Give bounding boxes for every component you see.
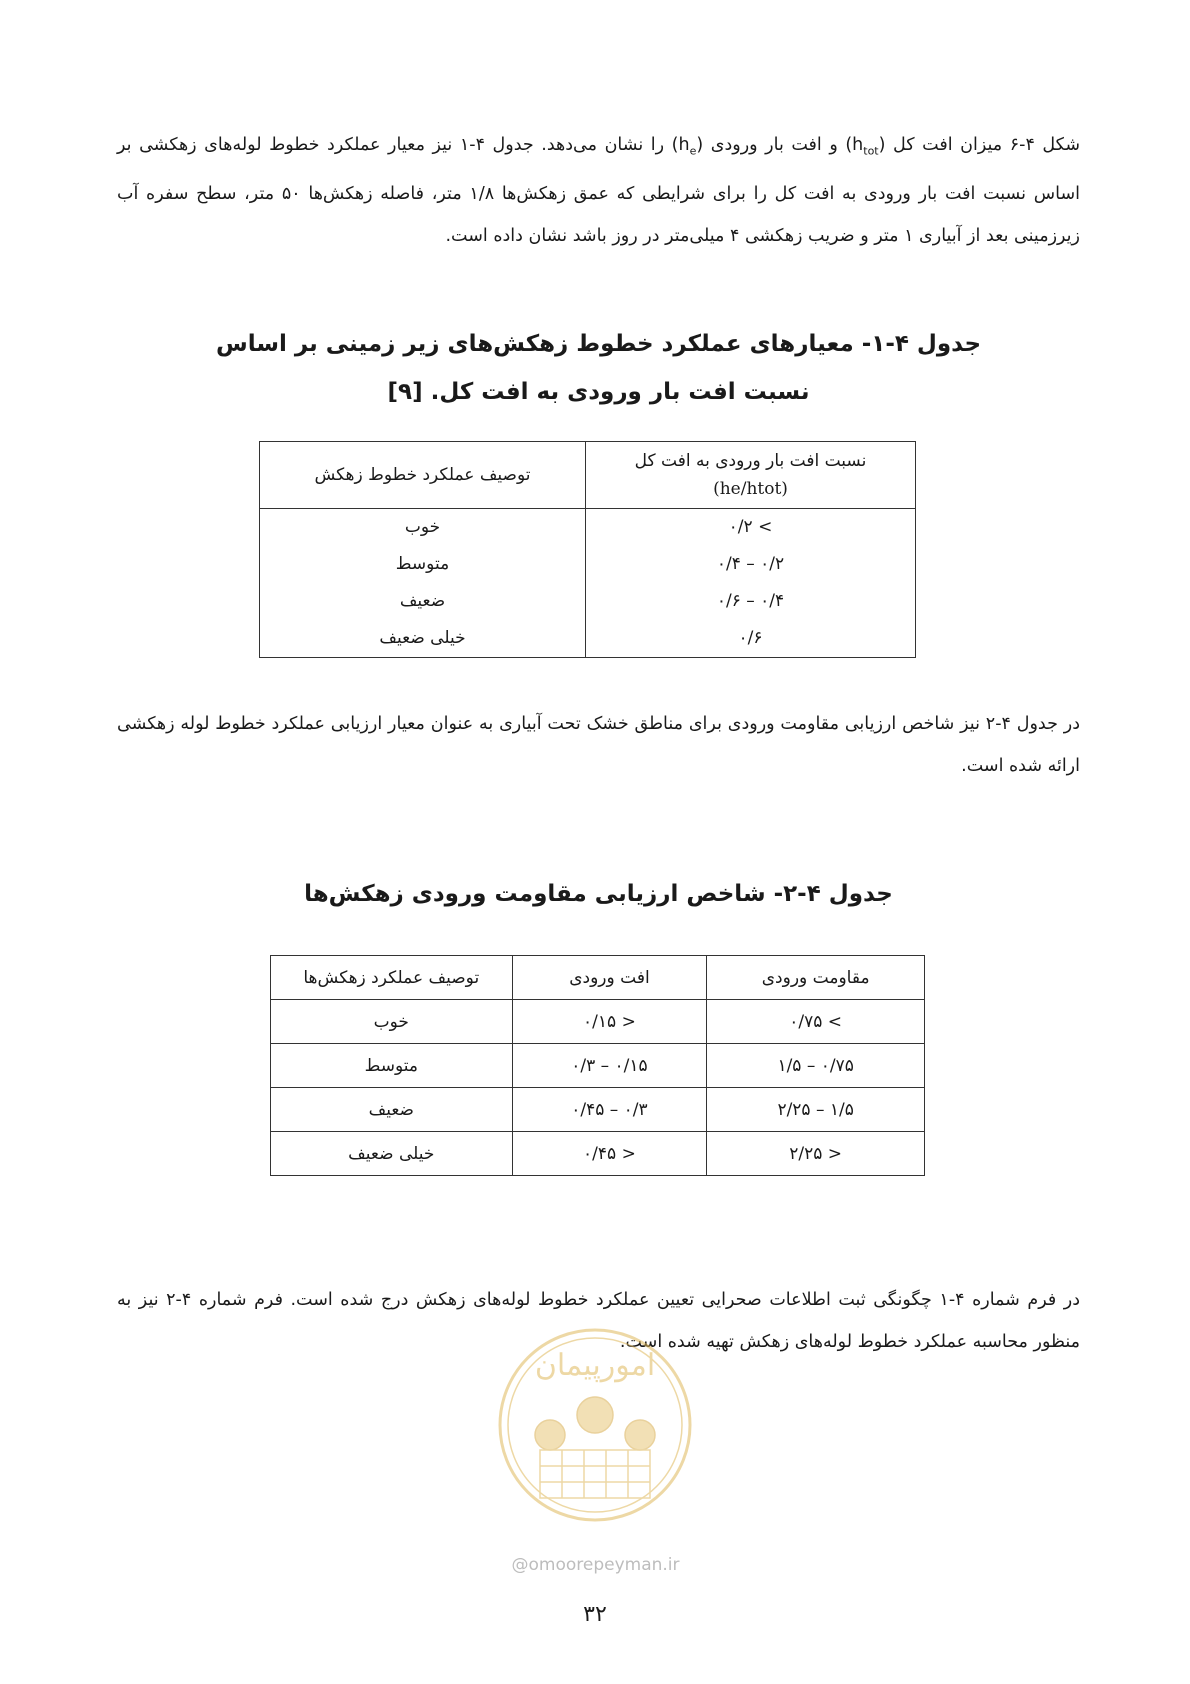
table-row <box>271 1044 925 1088</box>
drain-ratio-table <box>259 441 916 658</box>
table2-caption: جدول ۴-۲- شاخص ارزیابی مقاومت ورودی زهکش‌ها <box>304 881 893 907</box>
table-row <box>271 1088 925 1132</box>
loss-cell: < ۰/۴۵ <box>512 1132 707 1176</box>
table-row <box>271 1000 925 1044</box>
table-row <box>260 509 916 547</box>
description-cell: متوسط <box>271 1044 513 1088</box>
description-cell: خیلی ضعیف <box>271 1132 513 1176</box>
description-cell: خیلی ضعیف <box>260 620 586 658</box>
table-row <box>271 1132 925 1176</box>
header-resistance: مقاومت ورودی <box>707 956 925 1000</box>
ratio-cell: ۰/۲ – ۰/۴ <box>586 546 916 583</box>
table1-caption <box>117 320 1080 416</box>
table-header-row <box>260 442 916 509</box>
table-row <box>260 583 916 620</box>
description-cell: متوسط <box>260 546 586 583</box>
header-loss: افت ورودی <box>512 956 707 1000</box>
header-description: توصیف عملکرد زهکش‌ها <box>271 956 513 1000</box>
description-cell: ضعیف <box>260 583 586 620</box>
watermark-logo-text: امورپیمان <box>534 1348 656 1383</box>
table1-caption-line1: جدول ۴-۱- معیارهای عملکرد خطوط زهکش‌های زیر زمینی بر اساس <box>215 331 982 357</box>
page-number: ۳۲ <box>583 1602 607 1627</box>
loss-cell: ۰/۱۵ – ۰/۳ <box>512 1044 707 1088</box>
resistance-cell: ۱/۵ – ۲/۲۵ <box>707 1088 925 1132</box>
description-cell: ضعیف <box>271 1088 513 1132</box>
description-cell: خوب <box>271 1000 513 1044</box>
right-gear-icon <box>625 1420 655 1450</box>
ratio-cell: ۰/۶ <box>586 620 916 658</box>
ratio-cell: > ۰/۲ <box>586 509 916 547</box>
second-paragraph: در جدول ۴-۲ نیز شاخص ارزیابی مقاومت ورودی برای مناطق خشک تحت آبیاری به عنوان معیار ارزیابی عملکرد خطوط لوله زهکشی ارائه شده است. <box>117 714 1080 776</box>
left-gear-icon <box>535 1420 565 1450</box>
description-cell: خوب <box>260 509 586 547</box>
center-gear-icon <box>577 1397 613 1433</box>
header-description: توصیف عملکرد خطوط زهکش <box>260 442 586 509</box>
resistance-cell: > ۰/۷۵ <box>707 1000 925 1044</box>
resistance-cell: < ۲/۲۵ <box>707 1132 925 1176</box>
intro-paragraph: شکل ۴-۶ میزان افت کل $(h_{tot})$ و افت بار ورودی $(h_e)$ را نشان می‌دهد. جدول ۴-۱ نیز معیار عملکرد خطوط لوله‌های زهکشی بر اساس نسبت افت بار ورودی به افت کل را برای شرایطی که عمق زهکش‌ها ۱/۸ متر، فاصله زهکش‌ها ۵۰ متر، سطح سفره آب زیرزمینی بعد از آبیاری ۱ متر و ضریب زهکشی ۴ میلی‌متر در روز باشد نشان داده است. <box>117 135 1080 246</box>
table1-caption-line2: نسبت افت بار ورودی به افت کل. [۹] <box>387 379 810 405</box>
ratio-cell: ۰/۴ – ۰/۶ <box>586 583 916 620</box>
table-row <box>260 620 916 658</box>
header-ratio: نسبت افت بار ورودی به افت کل (he/htot) <box>586 442 916 509</box>
table-row <box>260 546 916 583</box>
watermark-site-text: @omoorepeyman.ir <box>511 1555 680 1575</box>
table-header-row <box>271 956 925 1000</box>
loss-cell: ۰/۳ – ۰/۴۵ <box>512 1088 707 1132</box>
resistance-cell: ۰/۷۵ – ۱/۵ <box>707 1044 925 1088</box>
building-grid-icon <box>540 1450 650 1498</box>
loss-cell: < ۰/۱۵ <box>512 1000 707 1044</box>
third-paragraph: در فرم شماره ۴-۱ چگونگی ثبت اطلاعات صحرایی تعیین عملکرد خطوط لوله‌های زهکش درج شده است. فرم شماره ۴-۲ نیز به منظور محاسبه عملکرد خطوط لوله‌های زهکش تهیه شده است. <box>117 1290 1080 1352</box>
inlet-resistance-table <box>270 955 925 1176</box>
watermark-logo <box>488 1300 703 1570</box>
